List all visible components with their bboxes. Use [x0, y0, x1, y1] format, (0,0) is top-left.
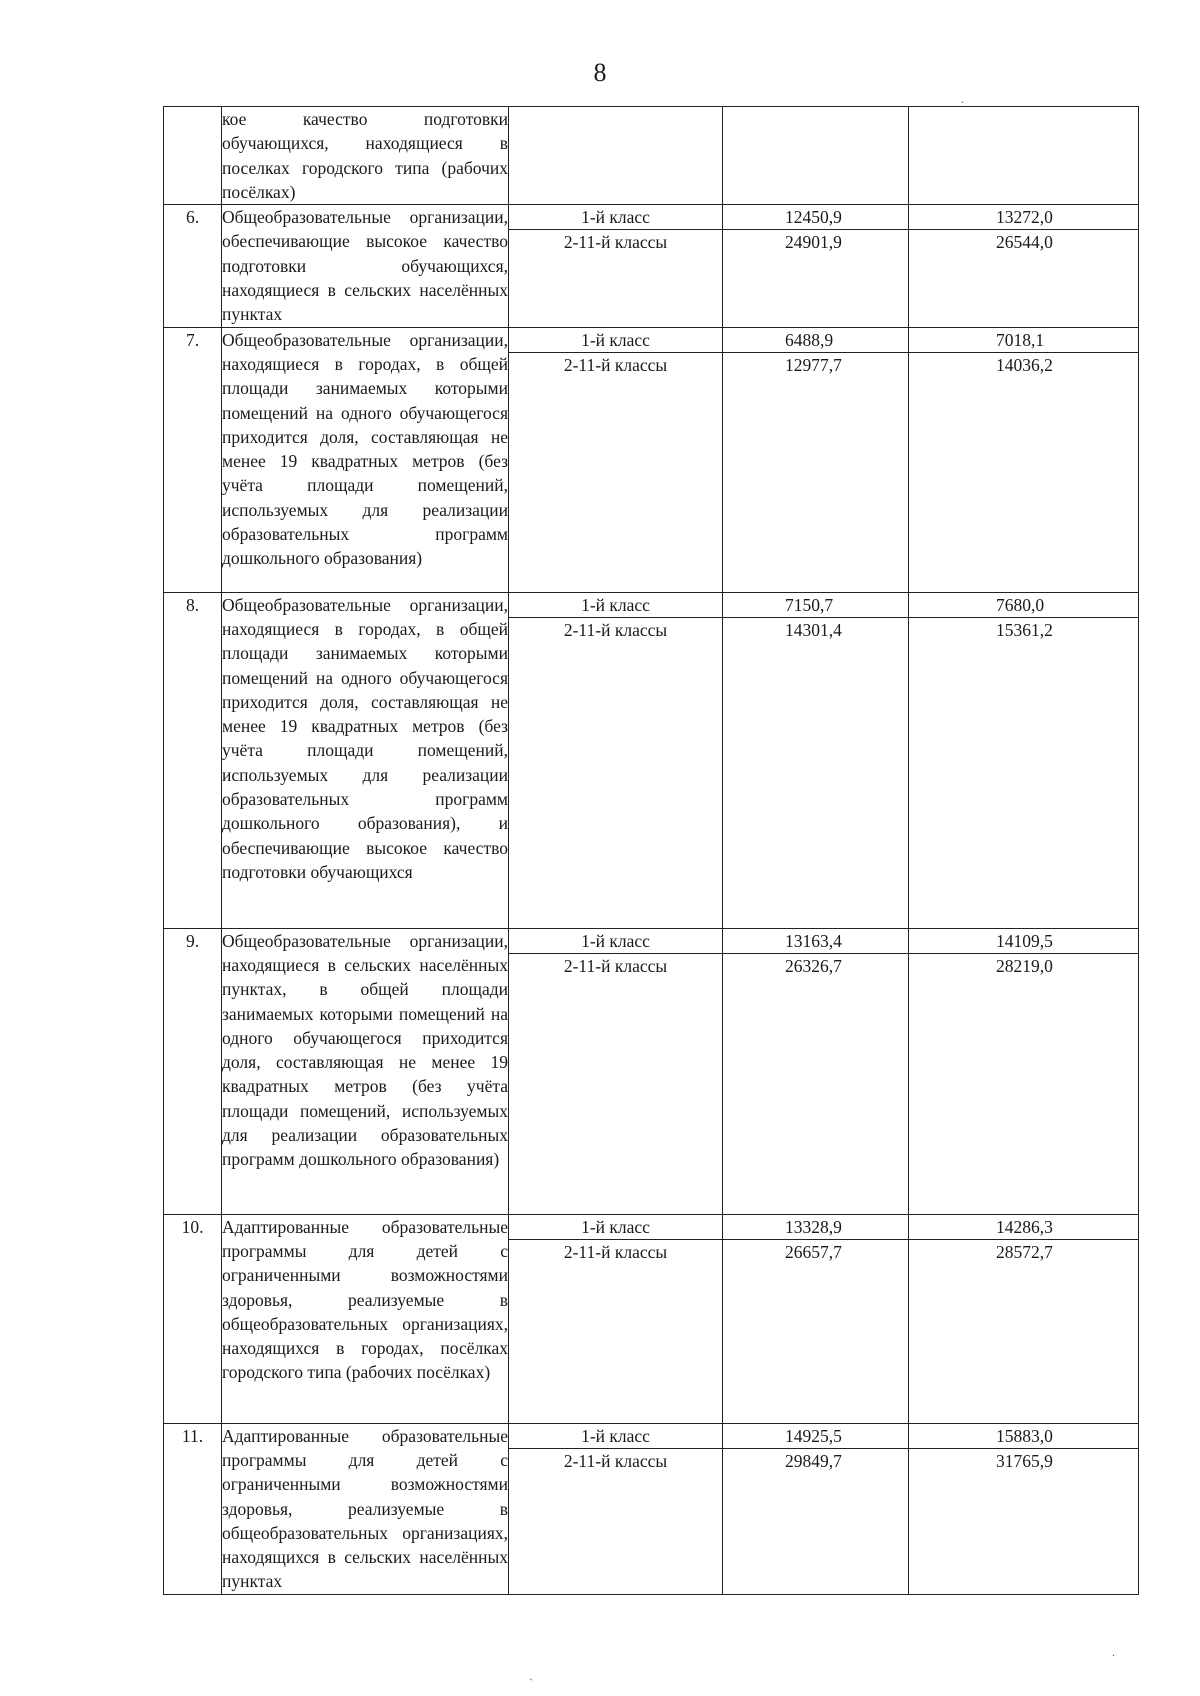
value-a: 14301,4	[785, 619, 842, 640]
row-description: Адаптированные образовательные программы для детей с ограниченными возможностями здоровья, реализуемые в общеобразовательных организациях, находящихся в городах, посёлках городского типа (рабочих посёлках)	[222, 1214, 509, 1423]
row-number-cell	[164, 107, 222, 205]
class-label-cell	[509, 928, 723, 1214]
table-row	[164, 1423, 1139, 1594]
class-label: 2-11-й классы	[563, 619, 668, 640]
value-a: 12977,7	[785, 354, 842, 375]
value-b: 31765,9	[996, 1450, 1053, 1471]
value-a: 29849,7	[785, 1450, 842, 1471]
row-description: Общеобразовательные организации, находящиеся в городах, в общей площади занимаемых которыми помещений на одного обучающегося приходится доля, составляющая не менее 19 квадратных метров (без учёта площади помещений, используемых для реализации образовательных программ дошкольного образования)	[222, 327, 509, 592]
class-label: 2-11-й классы	[563, 1450, 668, 1471]
scan-speck: ˎ	[529, 1667, 533, 1681]
class-label: 1-й класс	[509, 328, 722, 353]
class-label: 2-11-й классы	[563, 232, 668, 253]
row-number: 9.	[164, 928, 222, 1214]
class-label-cell	[509, 1423, 723, 1594]
scan-speck: .	[961, 92, 964, 106]
row-description: кое качество подготовки обучающихся, находящиеся в поселках городского типа (рабочих посёлках)	[222, 107, 509, 205]
class-label: 2-11-й классы	[563, 1241, 668, 1262]
class-cell	[509, 107, 723, 205]
class-label: 1-й класс	[509, 1215, 722, 1240]
value-b: 28572,7	[996, 1241, 1053, 1262]
class-label: 1-й класс	[509, 1424, 722, 1449]
value-a-cell	[723, 327, 909, 592]
tariff-table	[163, 106, 1139, 1595]
value-b: 7680,0	[909, 593, 1138, 618]
value-a: 7150,7	[723, 593, 908, 618]
class-label: 1-й класс	[509, 593, 722, 618]
value-b-cell	[909, 1423, 1139, 1594]
row-description: Общеобразовательные организации, находящиеся в городах, в общей площади занимаемых которыми помещений на одного обучающегося приходится доля, составляющая не менее 19 квадратных метров (без учёта площади помещений, используемых для реализации образовательных программ дошкольного образования), и обеспечивающие высокое качество подготовки обучающихся	[222, 592, 509, 928]
page-number: 8	[593, 58, 607, 87]
value-b-cell	[909, 327, 1139, 592]
value-a: 12450,9	[723, 205, 908, 230]
scan-speck: .	[1112, 1645, 1115, 1659]
class-label: 1-й класс	[509, 929, 722, 954]
value-b: 14286,3	[909, 1215, 1138, 1240]
value-a: 26326,7	[785, 955, 842, 976]
value-b: 14109,5	[909, 929, 1138, 954]
value-b-cell	[909, 205, 1139, 327]
value-b-cell	[909, 592, 1139, 928]
table-row-continuation	[164, 107, 1139, 205]
value-b-cell	[909, 1214, 1139, 1423]
row-description: Общеобразовательные организации, обеспечивающие высокое качество подготовки обучающихся, находящиеся в сельских населённых пунктах	[222, 205, 509, 327]
value-b: 28219,0	[996, 955, 1053, 976]
row-number: 8.	[164, 592, 222, 928]
value-a: 26657,7	[785, 1241, 842, 1262]
row-description: Общеобразовательные организации, находящиеся в сельских населённых пунктах, в общей площади занимаемых которыми помещений на одного обучающегося приходится доля, составляющая не менее 19 квадратных метров (без учёта площади помещений, используемых для реализации образовательных программ дошкольного образования)	[222, 928, 509, 1214]
class-label-cell	[509, 592, 723, 928]
value-a: 14925,5	[723, 1424, 908, 1449]
value-a-cell	[723, 107, 909, 205]
value-a-cell	[723, 592, 909, 928]
row-number: 7.	[164, 327, 222, 592]
value-a: 24901,9	[785, 232, 842, 253]
table-row	[164, 327, 1139, 592]
class-label: 2-11-й классы	[563, 955, 668, 976]
class-label-cell	[509, 205, 723, 327]
class-label: 1-й класс	[509, 205, 722, 230]
value-b: 7018,1	[909, 328, 1138, 353]
row-number: 10.	[164, 1214, 222, 1423]
row-number: 11.	[164, 1423, 222, 1594]
value-a: 13328,9	[723, 1215, 908, 1240]
value-a: 6488,9	[723, 328, 908, 353]
value-a-cell	[723, 1214, 909, 1423]
value-a-cell	[723, 205, 909, 327]
value-b-cell	[909, 107, 1139, 205]
table-row	[164, 928, 1139, 1214]
class-label-cell	[509, 1214, 723, 1423]
value-b-cell	[909, 928, 1139, 1214]
row-description: Адаптированные образовательные программы для детей с ограниченными возможностями здоровья, реализуемые в общеобразовательных организациях, находящихся в сельских населённых пунктах	[222, 1423, 509, 1594]
value-b: 15883,0	[909, 1424, 1138, 1449]
value-a: 13163,4	[723, 929, 908, 954]
value-b: 15361,2	[996, 619, 1053, 640]
value-a-cell	[723, 928, 909, 1214]
class-label-cell	[509, 327, 723, 592]
value-b: 14036,2	[996, 354, 1053, 375]
value-b: 26544,0	[996, 232, 1053, 253]
value-b: 13272,0	[909, 205, 1138, 230]
table-row	[164, 1214, 1139, 1423]
row-number: 6.	[164, 205, 222, 327]
class-label: 2-11-й классы	[563, 354, 668, 375]
value-a-cell	[723, 1423, 909, 1594]
table-row	[164, 592, 1139, 928]
table-row	[164, 205, 1139, 327]
